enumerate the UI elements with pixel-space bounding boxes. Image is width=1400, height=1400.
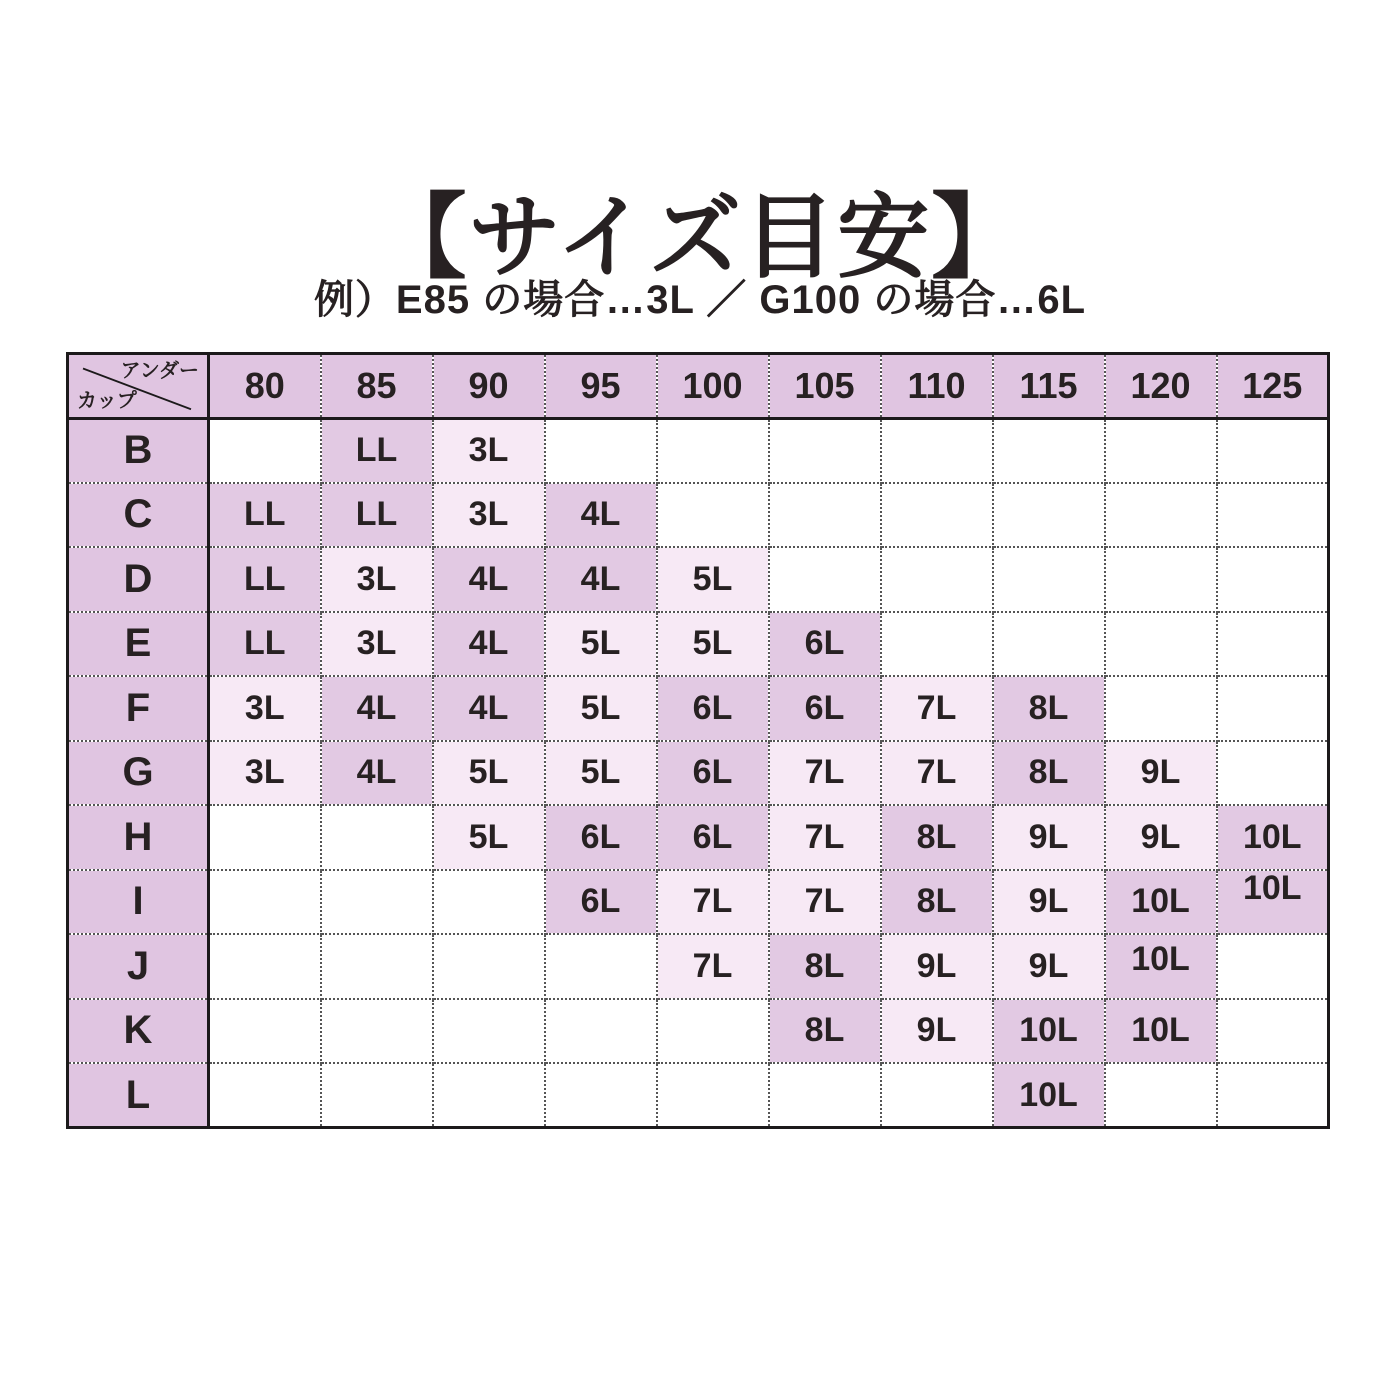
size-cell-D110 (881, 547, 993, 612)
size-cell-D85: 3L (321, 547, 433, 612)
underbust-header-120: 120 (1105, 354, 1217, 419)
corner-header-cell (68, 354, 209, 419)
size-cell-L100 (657, 1063, 769, 1128)
size-cell-H125: 10L (1217, 805, 1329, 870)
cup-label-F: F (68, 676, 209, 741)
size-cell-J125 (1217, 934, 1329, 999)
size-cell-L120 (1105, 1063, 1217, 1128)
size-chart-table (66, 352, 1330, 1129)
size-cell-L80 (209, 1063, 321, 1128)
size-cell-F120 (1105, 676, 1217, 741)
size-cell-F90: 4L (433, 676, 545, 741)
size-cell-G80: 3L (209, 741, 321, 806)
underbust-header-115: 115 (993, 354, 1105, 419)
size-cell-E85: 3L (321, 612, 433, 677)
size-cell-D100: 5L (657, 547, 769, 612)
size-cell-F95: 5L (545, 676, 657, 741)
size-cell-K110: 9L (881, 999, 993, 1064)
size-cell-D95: 4L (545, 547, 657, 612)
size-cell-B105 (769, 418, 881, 483)
cup-row-F (68, 676, 1329, 741)
size-cell-I125: 10L (1217, 870, 1329, 935)
cup-label-I: I (68, 870, 209, 935)
size-cell-J100: 7L (657, 934, 769, 999)
cup-row-H (68, 805, 1329, 870)
cup-row-D (68, 547, 1329, 612)
size-cell-F105: 6L (769, 676, 881, 741)
underbust-header-100: 100 (657, 354, 769, 419)
size-cell-H80 (209, 805, 321, 870)
size-cell-K85 (321, 999, 433, 1064)
size-cell-I85 (321, 870, 433, 935)
underbust-header-80: 80 (209, 354, 321, 419)
size-cell-B95 (545, 418, 657, 483)
size-cell-J110: 9L (881, 934, 993, 999)
underbust-axis-label: アンダー (120, 360, 199, 382)
size-cell-I110: 8L (881, 870, 993, 935)
size-cell-J85 (321, 934, 433, 999)
size-cell-H120: 9L (1105, 805, 1217, 870)
size-cell-J95 (545, 934, 657, 999)
size-cell-E120 (1105, 612, 1217, 677)
size-cell-H110: 8L (881, 805, 993, 870)
size-cell-D125 (1217, 547, 1329, 612)
cup-label-L: L (68, 1063, 209, 1128)
cup-label-E: E (68, 612, 209, 677)
size-cell-L105 (769, 1063, 881, 1128)
size-cell-H90: 5L (433, 805, 545, 870)
size-cell-G100: 6L (657, 741, 769, 806)
cup-axis-label: カップ (77, 389, 137, 412)
size-cell-B120 (1105, 418, 1217, 483)
size-cell-K100 (657, 999, 769, 1064)
size-cell-D120 (1105, 547, 1217, 612)
size-cell-K90 (433, 999, 545, 1064)
cup-row-E (68, 612, 1329, 677)
size-cell-K125 (1217, 999, 1329, 1064)
size-cell-K120: 10L (1105, 999, 1217, 1064)
size-cell-E90: 4L (433, 612, 545, 677)
size-cell-F80: 3L (209, 676, 321, 741)
size-cell-C125 (1217, 483, 1329, 548)
underbust-header-125: 125 (1217, 354, 1329, 419)
size-cell-G90: 5L (433, 741, 545, 806)
size-cell-I105: 7L (769, 870, 881, 935)
size-cell-C100 (657, 483, 769, 548)
underbust-header-105: 105 (769, 354, 881, 419)
size-cell-B115 (993, 418, 1105, 483)
size-cell-H115: 9L (993, 805, 1105, 870)
size-cell-G125 (1217, 741, 1329, 806)
size-cell-E125 (1217, 612, 1329, 677)
underbust-header-110: 110 (881, 354, 993, 419)
underbust-header-95: 95 (545, 354, 657, 419)
size-cell-C115 (993, 483, 1105, 548)
size-cell-G115: 8L (993, 741, 1105, 806)
size-cell-B80 (209, 418, 321, 483)
size-cell-G105: 7L (769, 741, 881, 806)
size-cell-H85 (321, 805, 433, 870)
cup-label-B: B (68, 418, 209, 483)
size-cell-D80: LL (209, 547, 321, 612)
size-cell-C105 (769, 483, 881, 548)
cup-row-I (68, 870, 1329, 935)
cup-label-G: G (68, 741, 209, 806)
size-cell-I115: 9L (993, 870, 1105, 935)
size-cell-G95: 5L (545, 741, 657, 806)
size-cell-G85: 4L (321, 741, 433, 806)
size-cell-F85: 4L (321, 676, 433, 741)
size-cell-K80 (209, 999, 321, 1064)
cup-label-H: H (68, 805, 209, 870)
size-cell-C85: LL (321, 483, 433, 548)
size-cell-G120: 9L (1105, 741, 1217, 806)
underbust-header-row (68, 354, 1329, 419)
size-cell-J120: 10L (1105, 934, 1217, 999)
cup-row-G (68, 741, 1329, 806)
size-cell-C95: 4L (545, 483, 657, 548)
size-cell-G110: 7L (881, 741, 993, 806)
size-cell-L90 (433, 1063, 545, 1128)
page-title: 【サイズ目安】 (374, 186, 1026, 289)
size-cell-L125 (1217, 1063, 1329, 1128)
size-chart-body (68, 418, 1329, 1128)
underbust-header-90: 90 (433, 354, 545, 419)
size-cell-C120 (1105, 483, 1217, 548)
cup-label-C: C (68, 483, 209, 548)
size-cell-D90: 4L (433, 547, 545, 612)
cup-label-J: J (68, 934, 209, 999)
cup-row-C (68, 483, 1329, 548)
size-cell-I80 (209, 870, 321, 935)
size-cell-I120: 10L (1105, 870, 1217, 935)
size-example-note: 例）E85 の場合…3L ／ G100 の場合…6L (313, 278, 1087, 322)
size-cell-L95 (545, 1063, 657, 1128)
size-cell-C90: 3L (433, 483, 545, 548)
size-cell-E105: 6L (769, 612, 881, 677)
size-cell-F100: 6L (657, 676, 769, 741)
cup-label-D: D (68, 547, 209, 612)
size-cell-C80: LL (209, 483, 321, 548)
size-cell-H105: 7L (769, 805, 881, 870)
size-cell-K95 (545, 999, 657, 1064)
size-cell-L115: 10L (993, 1063, 1105, 1128)
size-cell-F125 (1217, 676, 1329, 741)
size-cell-B125 (1217, 418, 1329, 483)
size-cell-L110 (881, 1063, 993, 1128)
size-cell-K115: 10L (993, 999, 1105, 1064)
size-cell-F110: 7L (881, 676, 993, 741)
cup-row-J (68, 934, 1329, 999)
size-cell-B85: LL (321, 418, 433, 483)
size-cell-L85 (321, 1063, 433, 1128)
size-cell-H100: 6L (657, 805, 769, 870)
cup-row-L (68, 1063, 1329, 1128)
cup-row-B (68, 418, 1329, 483)
size-cell-I100: 7L (657, 870, 769, 935)
size-cell-B100 (657, 418, 769, 483)
size-cell-E115 (993, 612, 1105, 677)
size-cell-J80 (209, 934, 321, 999)
size-cell-J115: 9L (993, 934, 1105, 999)
size-cell-B90: 3L (433, 418, 545, 483)
size-cell-E110 (881, 612, 993, 677)
size-cell-E80: LL (209, 612, 321, 677)
size-cell-D105 (769, 547, 881, 612)
size-cell-C110 (881, 483, 993, 548)
size-cell-J105: 8L (769, 934, 881, 999)
size-cell-I90 (433, 870, 545, 935)
size-cell-J90 (433, 934, 545, 999)
size-cell-D115 (993, 547, 1105, 612)
size-cell-B110 (881, 418, 993, 483)
size-cell-F115: 8L (993, 676, 1105, 741)
cup-label-K: K (68, 999, 209, 1064)
size-cell-I95: 6L (545, 870, 657, 935)
underbust-header-85: 85 (321, 354, 433, 419)
cup-row-K (68, 999, 1329, 1064)
size-cell-E95: 5L (545, 612, 657, 677)
size-cell-E100: 5L (657, 612, 769, 677)
size-cell-K105: 8L (769, 999, 881, 1064)
size-cell-H95: 6L (545, 805, 657, 870)
